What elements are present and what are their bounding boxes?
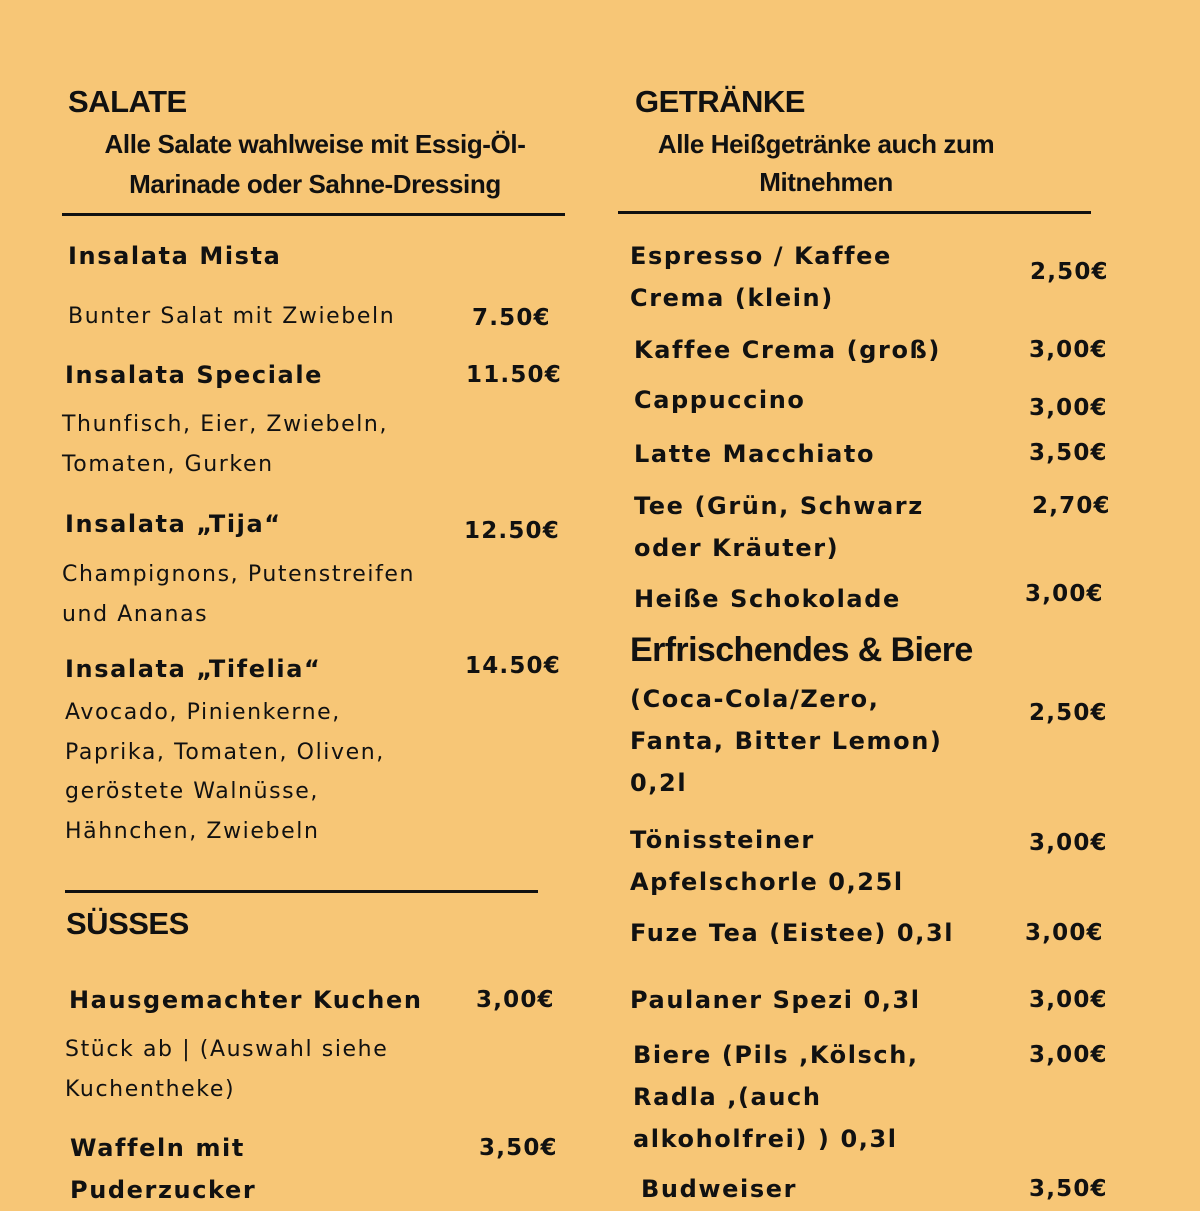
item-price: 2,70€ [1032,493,1111,519]
item-name: Heiße Schokolade [634,585,901,613]
item-price: 3,50€ [479,1135,558,1161]
item-name: Paulaner Spezi 0,3l [630,986,921,1014]
suesses-title: SÜSSES [66,906,189,941]
item-name: Insalata Speciale [65,361,324,389]
item-name: Biere (Pils ,Kölsch, Radla ,(auch alkoholfrei) ) 0,3l [633,1041,919,1153]
item-name: Insalata „Tifelia“ [65,655,322,683]
salate-title: SALATE [68,84,187,119]
item-description: Bunter Salat mit Zwiebeln [68,304,396,329]
getraenke-divider [618,211,1091,214]
item-price: 3,50€ [1029,1176,1108,1202]
item-price: 3,00€ [1029,395,1108,421]
item-price: 3,00€ [1025,920,1104,946]
item-name: Hausgemachter Kuchen [69,986,423,1014]
salate-subtitle: Alle Salate wahlweise mit Essig-Öl- Marinade oder Sahne-Dressing [104,129,526,199]
item-price: 2,50€ [1029,700,1108,726]
item-price: 14.50€ [465,653,561,679]
item-description: Avocado, Pinienkerne, Paprika, Tomaten, Oliven, geröstete Walnüsse, Hähnchen, Zwiebeln [65,700,385,844]
item-price: 3,00€ [476,987,555,1013]
item-name: Kaffee Crema (groß) [634,336,941,364]
item-description: Thunfisch, Eier, Zwiebeln, Tomaten, Gurken [62,412,389,477]
item-price: 7.50€ [472,305,551,331]
item-name: Cappuccino [634,386,806,414]
item-price: 3,00€ [1029,337,1108,363]
suesses-divider [65,890,538,893]
getraenke-subtitle: Alle Heißgetränke auch zum Mitnehmen [657,129,995,197]
item-name: Espresso / Kaffee Crema (klein) [630,242,892,312]
item-price: 3,00€ [1029,987,1108,1013]
getraenke-title: GETRÄNKE [635,84,805,119]
item-description: Champignons, Putenstreifen und Ananas [62,562,416,627]
item-name: Insalata Mista [68,242,282,270]
item-price: 3,00€ [1029,830,1108,856]
item-price: 2,50€ [1030,259,1109,285]
item-price: 11.50€ [466,362,562,388]
item-name: Tönissteiner Apfelschorle 0,25l [630,826,904,896]
item-name: Waffeln mit Puderzucker [70,1134,257,1204]
item-description: Stück ab | (Auswahl siehe Kuchentheke) [65,1037,389,1102]
item-price: 3,00€ [1025,581,1104,607]
item-name: Tee (Grün, Schwarz oder Kräuter) [634,492,924,562]
item-price: 3,50€ [1029,440,1108,466]
erfrischendes-title: Erfrischendes & Biere [630,631,973,669]
item-name: Insalata „Tija“ [65,510,282,538]
item-price: 3,00€ [1029,1042,1108,1068]
item-name: Latte Macchiato [634,440,876,468]
item-price: 12.50€ [464,518,560,544]
salate-divider [62,213,565,216]
item-name: Budweiser [641,1175,798,1203]
item-name: (Coca-Cola/Zero, Fanta, Bitter Lemon) 0,2l [630,685,943,797]
item-name: Fuze Tea (Eistee) 0,3l [630,919,955,947]
